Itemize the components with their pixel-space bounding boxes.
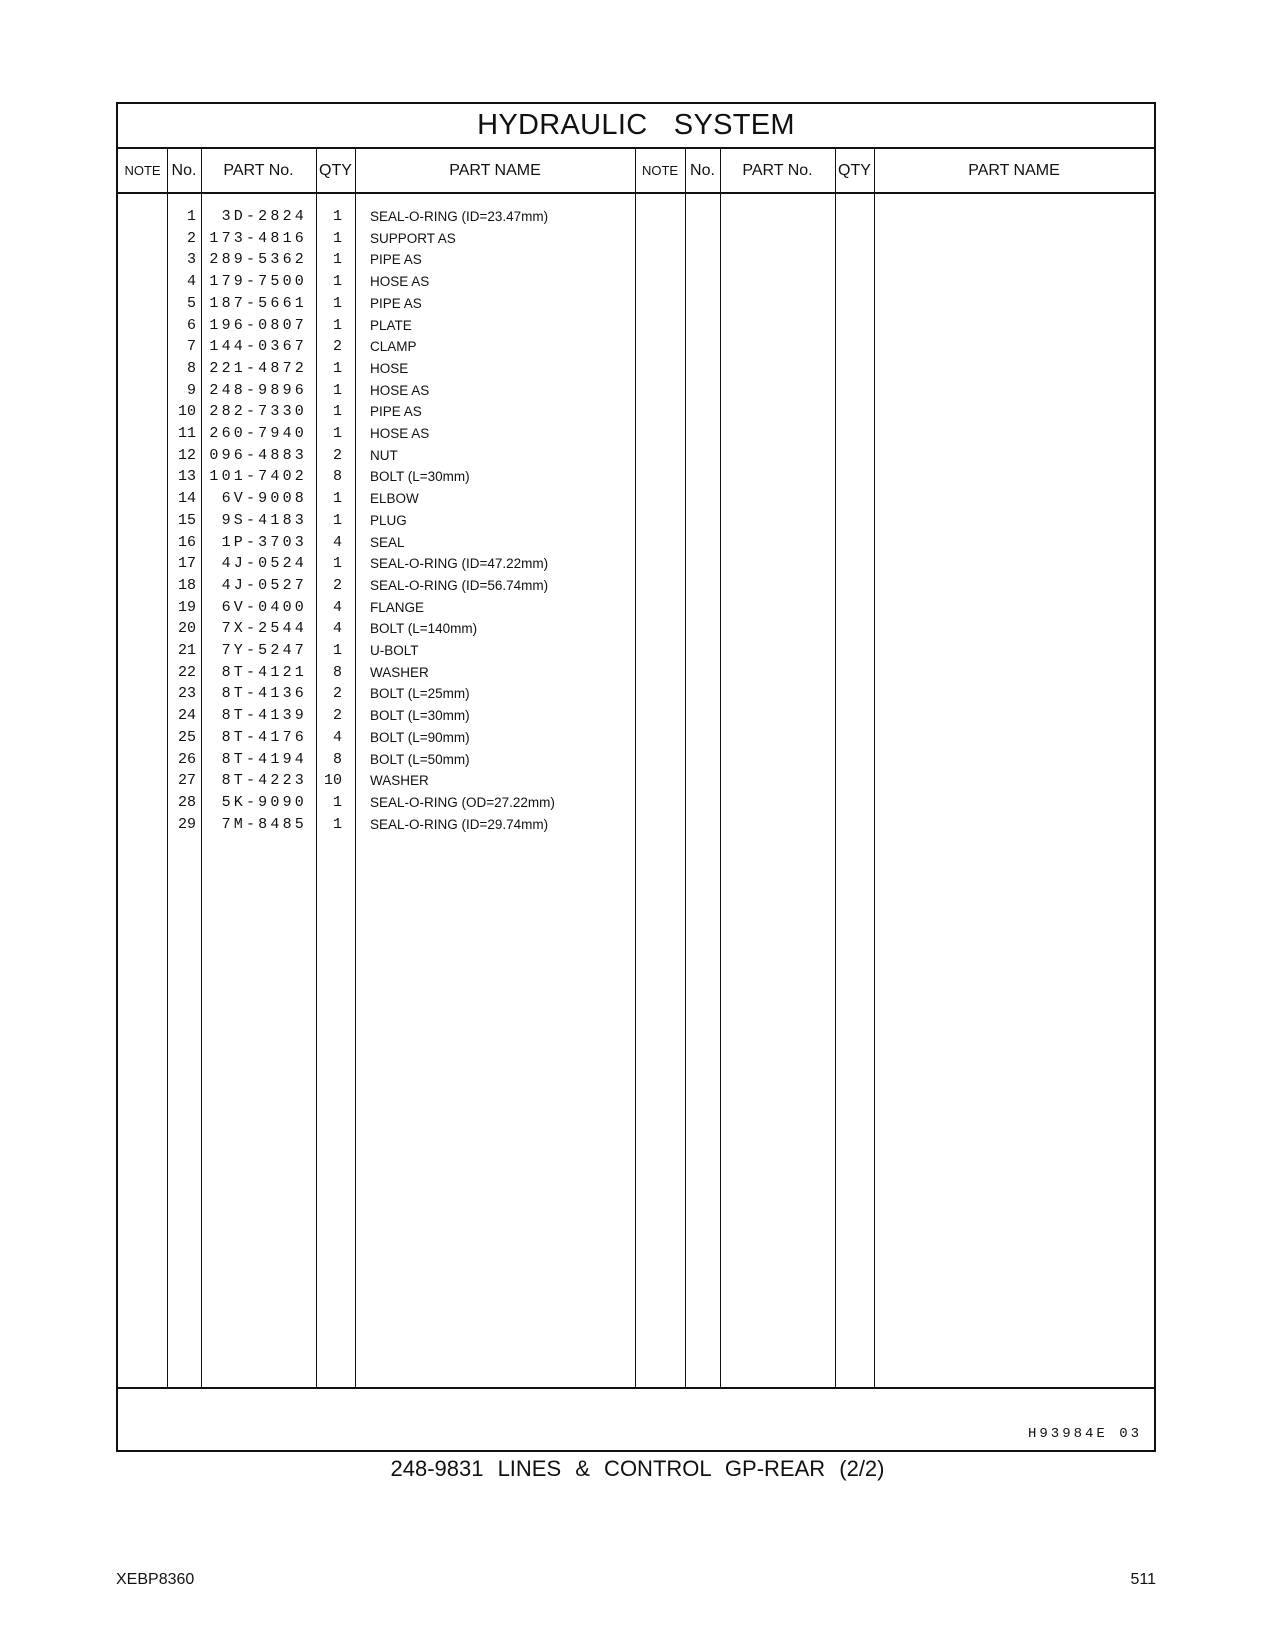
table-row [118, 488, 1154, 510]
quantity: 1 [332, 555, 342, 573]
table-row [118, 727, 1154, 749]
item-number: 12 [177, 446, 196, 464]
table-row [118, 445, 1154, 467]
part-name: HOSE AS [370, 382, 430, 398]
quantity: 4 [332, 533, 342, 551]
item-number: 7 [186, 338, 196, 356]
header-note-left: NOTE [124, 163, 161, 178]
part-number: 248-9896 [209, 381, 307, 399]
table-row [118, 466, 1154, 488]
part-number: 6V-0400 [221, 598, 307, 616]
part-name: SEAL-O-RING (ID=23.47mm) [370, 209, 549, 224]
table-row [118, 553, 1154, 575]
quantity: 10 [323, 772, 342, 790]
table-row [118, 705, 1154, 727]
quantity: 8 [332, 663, 342, 681]
table-row [118, 510, 1154, 532]
item-number: 4 [186, 273, 196, 291]
parts-table-frame [116, 102, 1156, 1452]
table-row [118, 683, 1154, 705]
quantity: 1 [332, 793, 342, 811]
quantity: 1 [332, 316, 342, 334]
part-name: SEAL-O-RING (ID=56.74mm) [370, 577, 549, 593]
header-note-right: NOTE [641, 163, 679, 178]
header-no-left: No. [171, 161, 197, 179]
table-row [118, 380, 1154, 402]
part-number: 6V-9008 [221, 490, 307, 508]
quantity: 1 [332, 642, 342, 659]
part-number: 260-7940 [209, 425, 307, 442]
part-number: 096-4883 [209, 446, 307, 464]
part-number: 8T-4223 [221, 772, 307, 790]
table-row [118, 315, 1154, 337]
table-row [118, 206, 1154, 228]
item-number: 21 [177, 642, 196, 659]
part-number: 196-0807 [209, 316, 307, 334]
part-name: U-BOLT [370, 643, 419, 658]
quantity: 1 [332, 381, 342, 399]
table-row [118, 358, 1154, 380]
quantity: 2 [332, 446, 342, 464]
quantity: 1 [332, 403, 342, 421]
part-number: 7M-8485 [221, 815, 307, 833]
part-number: 8T-4194 [221, 750, 307, 768]
header-part-no-right: PART No. [742, 161, 813, 179]
part-name: HOSE AS [370, 274, 430, 290]
part-name: NUT [370, 447, 398, 463]
figure-reference: H93984E 03 [1027, 1426, 1142, 1442]
item-number: 26 [177, 750, 196, 768]
part-name: ELBOW [370, 491, 419, 507]
quantity: 8 [332, 750, 342, 768]
quantity: 2 [332, 576, 342, 594]
part-number: 5K-9090 [221, 793, 307, 811]
header-part-name-right: PART NAME [968, 161, 1060, 179]
table-row [118, 597, 1154, 619]
part-name: BOLT (L=30mm) [370, 469, 470, 485]
item-number: 29 [177, 815, 196, 833]
item-number: 20 [177, 620, 196, 638]
part-name: PIPE AS [370, 252, 422, 268]
quantity: 2 [332, 685, 342, 703]
part-name: BOLT (L=50mm) [370, 751, 470, 767]
part-name: SEAL-O-RING (ID=29.74mm) [370, 816, 549, 832]
part-number: 8T-4176 [221, 728, 307, 746]
figure-caption: 248-9831 LINES & CONTROL GP-REAR (2/2) [390, 1456, 885, 1481]
part-number: 1P-3703 [221, 533, 307, 551]
section-title: HYDRAULIC SYSTEM [118, 104, 1154, 149]
quantity: 1 [332, 359, 342, 377]
item-number: 27 [177, 772, 196, 790]
item-number: 6 [186, 316, 196, 334]
header-part-name-left: PART NAME [449, 161, 541, 179]
part-number: 8T-4136 [221, 685, 307, 703]
item-number: 24 [177, 707, 196, 725]
table-header [118, 149, 1154, 194]
part-name: SUPPORT AS [370, 230, 456, 246]
page-number: 511 [1130, 1571, 1156, 1588]
item-number: 10 [177, 403, 196, 421]
item-number: 2 [186, 229, 196, 247]
table-row [118, 423, 1154, 445]
part-name: SEAL-O-RING (ID=47.22mm) [370, 556, 549, 572]
quantity: 2 [332, 338, 342, 356]
header-part-no-left: PART No. [223, 161, 294, 179]
table-row [118, 401, 1154, 423]
item-number: 15 [177, 511, 196, 529]
part-number: 7X-2544 [221, 620, 307, 638]
part-number: 187-5661 [209, 294, 307, 312]
table-row [118, 575, 1154, 597]
table-row [118, 662, 1154, 684]
item-number: 22 [177, 663, 196, 681]
quantity: 1 [332, 511, 342, 529]
table-row [118, 770, 1154, 792]
item-number: 13 [177, 468, 196, 486]
part-name: BOLT (L=25mm) [370, 686, 470, 702]
part-name: HOSE AS [370, 426, 430, 441]
table-row [118, 618, 1154, 640]
part-number: 221-4872 [209, 359, 307, 377]
part-number: 7Y-5247 [221, 642, 307, 659]
part-name: WASHER [370, 773, 429, 789]
part-name: SEAL [370, 534, 405, 550]
part-number: 282-7330 [209, 403, 307, 421]
item-number: 25 [177, 728, 196, 746]
header-qty-right: QTY [838, 161, 871, 179]
part-number: 4J-0527 [221, 576, 307, 594]
quantity: 4 [332, 728, 342, 746]
part-number: 4J-0524 [221, 555, 307, 573]
table-bottom-rule [118, 1387, 1154, 1389]
quantity: 1 [332, 815, 342, 833]
item-number: 9 [186, 381, 196, 399]
quantity: 4 [332, 620, 342, 638]
part-number: 144-0367 [209, 338, 307, 356]
table-row [118, 336, 1154, 358]
table-row [118, 749, 1154, 771]
item-number: 5 [186, 294, 196, 312]
quantity: 1 [332, 229, 342, 247]
header-no-right: No. [690, 161, 715, 179]
quantity: 1 [332, 294, 342, 312]
item-number: 3 [186, 251, 196, 269]
part-name: BOLT (L=140mm) [370, 621, 478, 637]
table-row [118, 792, 1154, 814]
item-number: 19 [177, 598, 196, 616]
item-number: 16 [177, 533, 196, 551]
quantity: 1 [332, 208, 342, 225]
quantity: 1 [332, 273, 342, 291]
part-number: 8T-4121 [221, 663, 307, 681]
part-name: BOLT (L=30mm) [370, 708, 470, 724]
item-number: 28 [177, 793, 196, 811]
item-number: 14 [177, 490, 196, 508]
part-number: 289-5362 [209, 251, 307, 269]
table-row [118, 814, 1154, 836]
quantity: 1 [332, 425, 342, 442]
item-number: 17 [177, 555, 196, 573]
item-number: 1 [186, 208, 196, 225]
table-row [118, 532, 1154, 554]
item-number: 8 [186, 359, 196, 377]
part-name: WASHER [370, 664, 429, 680]
item-number: 23 [177, 685, 196, 703]
quantity: 1 [332, 490, 342, 508]
part-name: BOLT (L=90mm) [370, 729, 470, 745]
part-number: 3D-2824 [221, 208, 307, 225]
part-number: 9S-4183 [221, 511, 307, 529]
item-number: 11 [177, 425, 196, 442]
table-row [118, 293, 1154, 315]
item-number: 18 [177, 576, 196, 594]
quantity: 2 [332, 707, 342, 725]
quantity: 4 [332, 598, 342, 616]
part-number: 8T-4139 [221, 707, 307, 725]
part-number: 173-4816 [209, 229, 307, 247]
part-number: 101-7402 [209, 468, 307, 486]
part-name: CLAMP [370, 339, 417, 355]
header-qty-left: QTY [319, 161, 352, 179]
table-row [118, 271, 1154, 293]
quantity: 8 [332, 468, 342, 486]
table-row [118, 249, 1154, 271]
table-row [118, 228, 1154, 250]
table-row [118, 640, 1154, 662]
part-name: HOSE [370, 360, 409, 376]
part-number: 179-7500 [209, 273, 307, 291]
part-name: PIPE AS [370, 404, 422, 420]
document-id: XEBP8360 [116, 1571, 195, 1588]
part-name: SEAL-O-RING (OD=27.22mm) [370, 794, 555, 810]
part-name: PIPE AS [370, 295, 422, 311]
part-name: PLATE [370, 317, 412, 333]
quantity: 1 [332, 251, 342, 269]
part-name: FLANGE [370, 599, 425, 615]
part-name: PLUG [370, 512, 407, 528]
